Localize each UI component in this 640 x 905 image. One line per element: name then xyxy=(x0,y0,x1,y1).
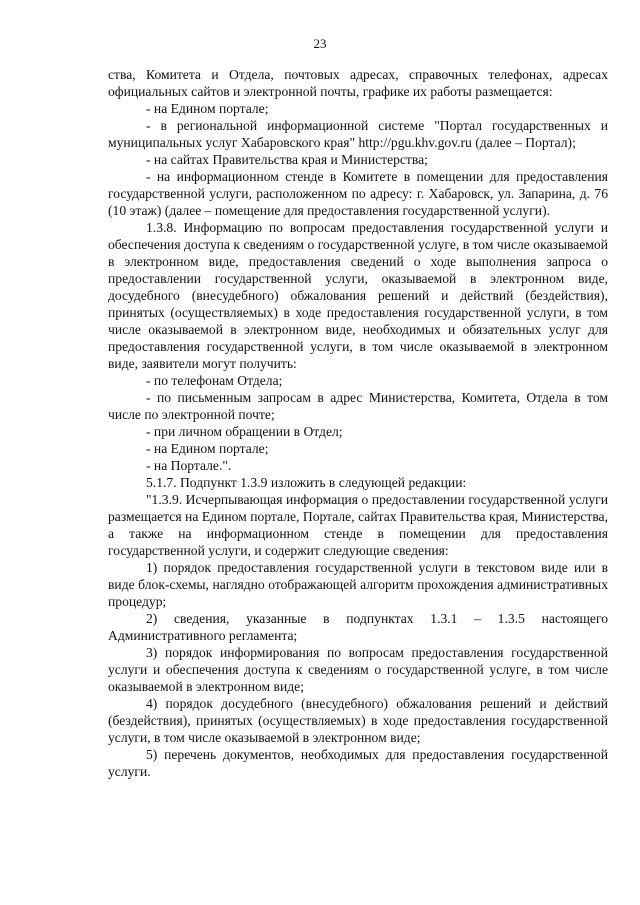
paragraph: - на информационном стенде в Комитете в помещении для предоставления государственной услуги, расположенном по адресу: г. Хабаровск, ул. Запарина, д. 76 (10 этаж) (далее – помещение для предоставления государственной услуги). xyxy=(108,169,608,218)
paragraph: - по телефонам Отдела; xyxy=(146,373,283,388)
paragraph: ства, Комитета и Отдела, почтовых адресах, справочных телефонах, адресах официальных сайтов и электронной почты, графике их работы размещается: xyxy=(108,67,608,99)
paragraph: 3) порядок информирования по вопросам предоставления государственной услуги и обеспечения доступа к сведениям о государственной услуге, в том числе оказываемой в электронном виде; xyxy=(108,645,608,694)
paragraph: - при личном обращении в Отдел; xyxy=(146,424,343,439)
paragraph: - по письменным запросам в адрес Министерства, Комитета, Отдела в том числе по электронной почте; xyxy=(108,390,608,422)
paragraph: 2) сведения, указанные в подпунктах 1.3.1 – 1.3.5 настоящего Административного регламента; xyxy=(108,611,608,643)
paragraph: "1.3.9. Исчерпывающая информация о предоставлении государственной услуги размещается на Едином портале, Портале, сайтах Правительства края, Министерства, а также на информационном стенде в помещении для предоставления государственной услуги, и содержит следующие сведения: xyxy=(108,492,608,558)
paragraph: 5.1.7. Подпункт 1.3.9 изложить в следующей редакции: xyxy=(146,475,467,490)
page-number: 23 xyxy=(313,36,327,51)
paragraph: 5) перечень документов, необходимых для предоставления государственной услуги. xyxy=(108,747,608,779)
document-body xyxy=(108,66,608,780)
paragraph: - на Портале.". xyxy=(146,458,232,473)
paragraph: 4) порядок досудебного (внесудебного) обжалования решений и действий (бездействия), принятых (осуществляемых) в ходе предоставления государственной услуги, в том числе оказываемой в электронном виде; xyxy=(108,696,608,745)
paragraph: - на Едином портале; xyxy=(146,441,269,456)
paragraph: 1) порядок предоставления государственной услуги в текстовом виде или в виде блок-схемы, наглядно отображающей алгоритм прохождения административных процедур; xyxy=(108,560,608,609)
paragraph: - на сайтах Правительства края и Министерства; xyxy=(146,152,428,167)
paragraph: - в региональной информационной системе "Портал государственных и муниципальных услуг Хабаровского края" http://pgu.khv.gov.ru (далее – Портал); xyxy=(108,118,608,150)
paragraph: 1.3.8. Информацию по вопросам предоставления государственной услуги и обеспечения доступа к сведениям о государственной услуге, в том числе оказываемой в электронном виде, предоставления сведений о ходе выполнения запроса о предоставлении государственной услуги, оказываемой в электронном виде, досудебного (внесудебного) обжалования решений и действий (бездействия), принятых (осуществляемых) в ходе предоставления государственной услуги, в том числе оказываемой в электронном виде, необходимых и обязательных услуг для предоставления государственной услуги, в том числе оказываемой в электронном виде, заявители могут получить: xyxy=(108,220,608,371)
paragraph: - на Едином портале; xyxy=(146,101,269,116)
